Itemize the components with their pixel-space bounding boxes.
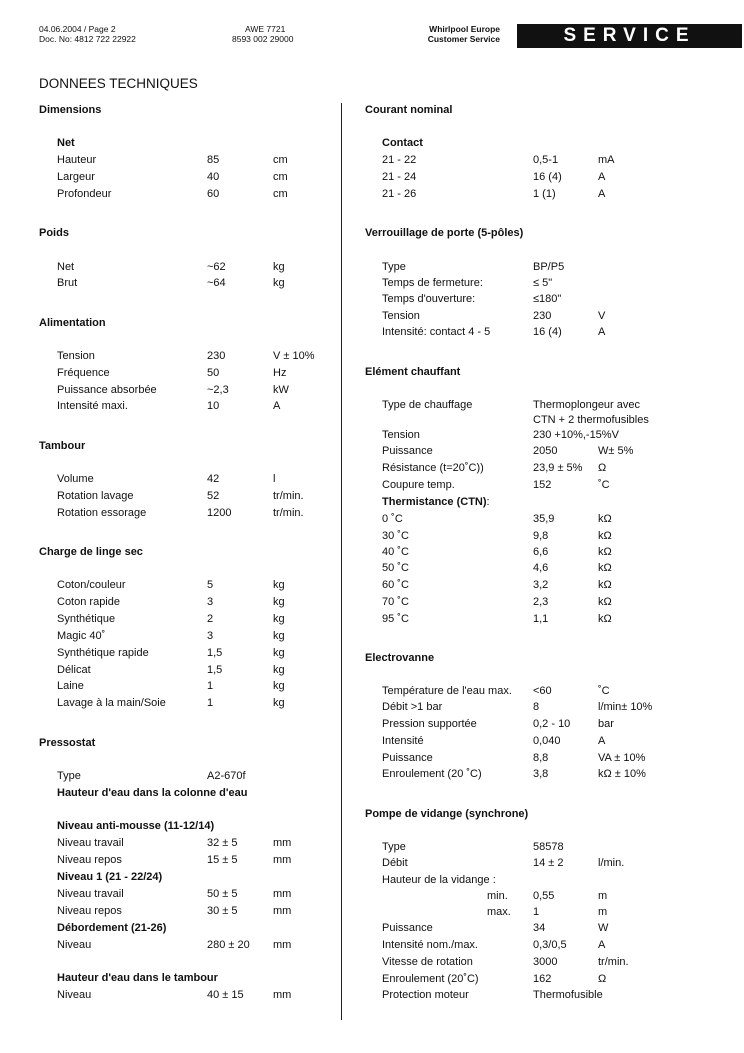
- spec-unit: kg: [273, 277, 285, 289]
- spec-unit: tr/min.: [273, 507, 304, 519]
- spec-value: 0,040: [533, 735, 561, 747]
- spec-label: Tension: [382, 429, 420, 441]
- spec-label: 50 ˚C: [382, 562, 409, 574]
- page-title: DONNEES TECHNIQUES: [39, 76, 198, 91]
- section-heading: Electrovanne: [365, 652, 435, 664]
- spec-value: 42: [207, 473, 220, 485]
- spec-unit: Ω: [598, 973, 607, 985]
- spec-unit: V ± 10%: [273, 350, 315, 362]
- spec-value: 1 (1): [533, 188, 556, 200]
- spec-label: Vitesse de rotation: [382, 956, 473, 968]
- spec-unit: m: [598, 906, 608, 918]
- spec-value: 3,2: [533, 579, 549, 591]
- spec-unit: kΩ: [598, 562, 612, 574]
- spec-label: Temps de fermeture:: [382, 277, 483, 289]
- spec-value: 2: [207, 613, 214, 625]
- spec-label: Fréquence: [57, 367, 110, 379]
- spec-label: 21 - 22: [382, 154, 417, 166]
- spec-value: 1: [207, 697, 214, 709]
- spec-value: 9,8: [533, 530, 549, 542]
- spec-label: max.: [487, 906, 511, 918]
- spec-unit: kΩ: [598, 530, 612, 542]
- subsection-heading: Niveau 1 (21 - 22/24): [57, 871, 163, 883]
- spec-unit: Hz: [273, 367, 287, 379]
- spec-value: 0,3/0,5: [533, 939, 567, 951]
- spec-label: 95 ˚C: [382, 613, 409, 625]
- section-heading: Dimensions: [39, 104, 102, 116]
- spec-unit: mm: [273, 989, 292, 1001]
- spec-unit: kg: [273, 680, 285, 692]
- spec-value: 230 +10%,-15%V: [533, 429, 619, 441]
- spec-unit: kΩ: [598, 613, 612, 625]
- spec-label: Enroulement (20˚C): [382, 973, 479, 985]
- spec-unit: mm: [273, 939, 292, 951]
- column-divider: [341, 103, 342, 1020]
- spec-label: Coton/couleur: [57, 579, 126, 591]
- spec-unit: kΩ: [598, 546, 612, 558]
- spec-unit: kg: [273, 596, 285, 608]
- spec-label: Délicat: [57, 664, 91, 676]
- spec-label: Débit: [382, 857, 408, 869]
- spec-unit: W± 5%: [598, 445, 634, 457]
- subsection-heading: Débordement (21-26): [57, 922, 167, 934]
- spec-label: Largeur: [57, 171, 95, 183]
- spec-unit: kg: [273, 579, 285, 591]
- spec-unit: V: [598, 310, 606, 322]
- spec-unit: kΩ: [598, 596, 612, 608]
- spec-label: Intensité maxi.: [57, 400, 128, 412]
- spec-value: 30 ± 5: [207, 905, 238, 917]
- spec-label: Température de l'eau max.: [382, 685, 512, 697]
- spec-value: 230: [533, 310, 552, 322]
- spec-value: 3000: [533, 956, 558, 968]
- spec-value: 162: [533, 973, 552, 985]
- spec-unit: kg: [273, 697, 285, 709]
- spec-unit: A: [598, 326, 606, 338]
- spec-value: 8,8: [533, 752, 549, 764]
- spec-label: 60 ˚C: [382, 579, 409, 591]
- spec-value: ~64: [207, 277, 226, 289]
- spec-label: Niveau travail: [57, 888, 124, 900]
- section-heading: Alimentation: [39, 317, 106, 329]
- section-heading: Courant nominal: [365, 104, 453, 116]
- spec-value: 32 ± 5: [207, 837, 238, 849]
- spec-value: 0,5-1: [533, 154, 559, 166]
- spec-value: 0,2 - 10: [533, 718, 571, 730]
- spec-value: 40 ± 15: [207, 989, 244, 1001]
- spec-label: Type: [382, 261, 406, 273]
- spec-label: 21 - 24: [382, 171, 417, 183]
- spec-unit: ˚C: [598, 479, 610, 491]
- header-code: 8593 002 29000: [232, 34, 294, 44]
- spec-unit: W: [598, 922, 609, 934]
- spec-label: Net: [57, 261, 75, 273]
- spec-label: 0 ˚C: [382, 513, 403, 525]
- spec-unit: cm: [273, 188, 288, 200]
- spec-unit: A: [598, 171, 606, 183]
- header-doc-number: Doc. No: 4812 722 22922: [39, 34, 136, 44]
- spec-label: Type: [57, 770, 81, 782]
- spec-label: 21 - 26: [382, 188, 417, 200]
- spec-value: 50 ± 5: [207, 888, 238, 900]
- spec-value: 35,9: [533, 513, 555, 525]
- subsection-heading: Contact: [382, 137, 423, 149]
- spec-label: Temps d'ouverture:: [382, 293, 476, 305]
- spec-label: Enroulement (20 ˚C): [382, 768, 482, 780]
- spec-value: 2,3: [533, 596, 549, 608]
- spec-value: 85: [207, 154, 220, 166]
- spec-value: 5: [207, 579, 214, 591]
- header-company: Whirlpool Europe: [429, 24, 500, 34]
- spec-value: 60: [207, 188, 220, 200]
- spec-label: Puissance: [382, 752, 433, 764]
- spec-value: 14 ± 2: [533, 857, 564, 869]
- spec-unit: A: [598, 188, 606, 200]
- section-heading: Tambour: [39, 440, 86, 452]
- spec-label: Coton rapide: [57, 596, 120, 608]
- spec-value: 6,6: [533, 546, 549, 558]
- spec-value: BP/P5: [533, 261, 565, 273]
- spec-label: Brut: [57, 277, 78, 289]
- spec-value: 3,8: [533, 768, 549, 780]
- spec-unit: A: [273, 400, 281, 412]
- spec-value: CTN + 2 thermofusibles: [533, 414, 649, 426]
- subsection-heading: Hauteur d'eau dans le tambour: [57, 972, 218, 984]
- spec-label: Profondeur: [57, 188, 112, 200]
- spec-label: Niveau travail: [57, 837, 124, 849]
- subsection-heading: Net: [57, 137, 75, 149]
- spec-unit: A: [598, 735, 606, 747]
- spec-value: Thermoplongeur avec: [533, 399, 641, 411]
- spec-unit: mm: [273, 854, 292, 866]
- spec-value: ~2,3: [207, 384, 229, 396]
- spec-unit: mm: [273, 888, 292, 900]
- spec-label: Niveau: [57, 989, 92, 1001]
- section-heading: Verrouillage de porte (5-pôles): [365, 227, 524, 239]
- spec-value: 8: [533, 701, 540, 713]
- spec-unit: Ω: [598, 462, 607, 474]
- spec-label: 40 ˚C: [382, 546, 409, 558]
- spec-label: Tension: [57, 350, 95, 362]
- spec-unit: kΩ: [598, 513, 612, 525]
- spec-unit: kg: [273, 613, 285, 625]
- spec-label: Type de chauffage: [382, 399, 473, 411]
- spec-unit: l/min.: [598, 857, 625, 869]
- spec-label: Niveau: [57, 939, 92, 951]
- spec-value: 2050: [533, 445, 558, 457]
- spec-value: 3: [207, 630, 214, 642]
- spec-unit: ˚C: [598, 685, 610, 697]
- spec-value: ≤ 5": [533, 277, 553, 289]
- spec-label: Rotation lavage: [57, 490, 134, 502]
- spec-unit: cm: [273, 154, 288, 166]
- spec-unit: kΩ ± 10%: [598, 768, 646, 780]
- spec-label: Coupure temp.: [382, 479, 455, 491]
- spec-label: min.: [487, 890, 508, 902]
- spec-value: 58578: [533, 841, 564, 853]
- spec-label: Intensité nom./max.: [382, 939, 478, 951]
- spec-unit: kW: [273, 384, 289, 396]
- spec-value: 23,9 ± 5%: [533, 462, 583, 474]
- spec-value: 4,6: [533, 562, 549, 574]
- spec-value: 15 ± 5: [207, 854, 238, 866]
- spec-value: 40: [207, 171, 220, 183]
- spec-value: 1: [207, 680, 214, 692]
- spec-label: Puissance absorbée: [57, 384, 157, 396]
- spec-value: 1: [533, 906, 540, 918]
- spec-unit: kg: [273, 664, 285, 676]
- spec-label: Synthétique: [57, 613, 116, 625]
- spec-value: 50: [207, 367, 220, 379]
- spec-label: Hauteur de la vidange :: [382, 874, 496, 886]
- subsection-heading: Thermistance (CTN):: [382, 496, 490, 508]
- spec-label: Laine: [57, 680, 84, 692]
- header-department: Customer Service: [427, 34, 500, 44]
- spec-unit: tr/min.: [598, 956, 629, 968]
- section-heading: Poids: [39, 227, 69, 239]
- spec-unit: kΩ: [598, 579, 612, 591]
- spec-label: Magic 40˚: [57, 630, 106, 642]
- subsection-heading: Hauteur d'eau dans la colonne d'eau: [57, 787, 248, 799]
- header-date-page: 04.06.2004 / Page 2: [39, 24, 116, 34]
- section-heading: Elément chauffant: [365, 366, 461, 378]
- service-banner: SERVICE: [517, 24, 742, 48]
- spec-value: 1,5: [207, 647, 223, 659]
- spec-label: Synthétique rapide: [57, 647, 149, 659]
- spec-label: Puissance: [382, 445, 433, 457]
- spec-label: Volume: [57, 473, 94, 485]
- spec-label: Niveau repos: [57, 854, 122, 866]
- spec-unit: l: [273, 473, 276, 485]
- spec-label: Lavage à la main/Soie: [57, 697, 166, 709]
- spec-label: Intensité: contact 4 - 5: [382, 326, 491, 338]
- spec-value: 10: [207, 400, 220, 412]
- spec-unit: cm: [273, 171, 288, 183]
- spec-unit: A: [598, 939, 606, 951]
- spec-label: Débit >1 bar: [382, 701, 443, 713]
- spec-value: ~62: [207, 261, 226, 273]
- spec-value: 152: [533, 479, 552, 491]
- spec-label: Intensité: [382, 735, 424, 747]
- spec-label: Puissance: [382, 922, 433, 934]
- spec-value: 52: [207, 490, 220, 502]
- section-heading: Pressostat: [39, 737, 96, 749]
- spec-unit: mA: [598, 154, 615, 166]
- spec-label: 70 ˚C: [382, 596, 409, 608]
- spec-unit: mm: [273, 837, 292, 849]
- spec-value: 1200: [207, 507, 232, 519]
- spec-unit: kg: [273, 630, 285, 642]
- header-model: AWE 7721: [245, 24, 286, 34]
- spec-unit: bar: [598, 718, 614, 730]
- spec-label: Protection moteur: [382, 989, 469, 1001]
- spec-value: 1,5: [207, 664, 223, 676]
- spec-label: Tension: [382, 310, 420, 322]
- spec-value: <60: [533, 685, 552, 697]
- spec-value: 16 (4): [533, 171, 562, 183]
- spec-label: Hauteur: [57, 154, 97, 166]
- spec-value: Thermofusible: [533, 989, 603, 1001]
- spec-unit: l/min± 10%: [598, 701, 653, 713]
- spec-unit: m: [598, 890, 608, 902]
- section-heading: Pompe de vidange (synchrone): [365, 808, 529, 820]
- spec-value: 16 (4): [533, 326, 562, 338]
- spec-unit: VA ± 10%: [598, 752, 646, 764]
- section-heading: Charge de linge sec: [39, 546, 143, 558]
- spec-value: 1,1: [533, 613, 549, 625]
- spec-value: 34: [533, 922, 546, 934]
- spec-value: 230: [207, 350, 226, 362]
- spec-unit: kg: [273, 647, 285, 659]
- spec-value: 280 ± 20: [207, 939, 250, 951]
- spec-value: 0,55: [533, 890, 555, 902]
- spec-unit: tr/min.: [273, 490, 304, 502]
- spec-value: A2-670f: [207, 770, 246, 782]
- spec-label: Pression supportée: [382, 718, 477, 730]
- spec-label: Type: [382, 841, 406, 853]
- spec-label: 30 ˚C: [382, 530, 409, 542]
- spec-label: Résistance (t=20˚C)): [382, 462, 484, 474]
- spec-unit: kg: [273, 261, 285, 273]
- spec-label: Rotation essorage: [57, 507, 147, 519]
- spec-value: ≤180": [533, 293, 562, 305]
- spec-value: 3: [207, 596, 214, 608]
- heading-suffix: :: [486, 496, 490, 508]
- spec-label: Niveau repos: [57, 905, 122, 917]
- subsection-heading: Niveau anti-mousse (11-12/14): [57, 820, 215, 832]
- spec-unit: mm: [273, 905, 292, 917]
